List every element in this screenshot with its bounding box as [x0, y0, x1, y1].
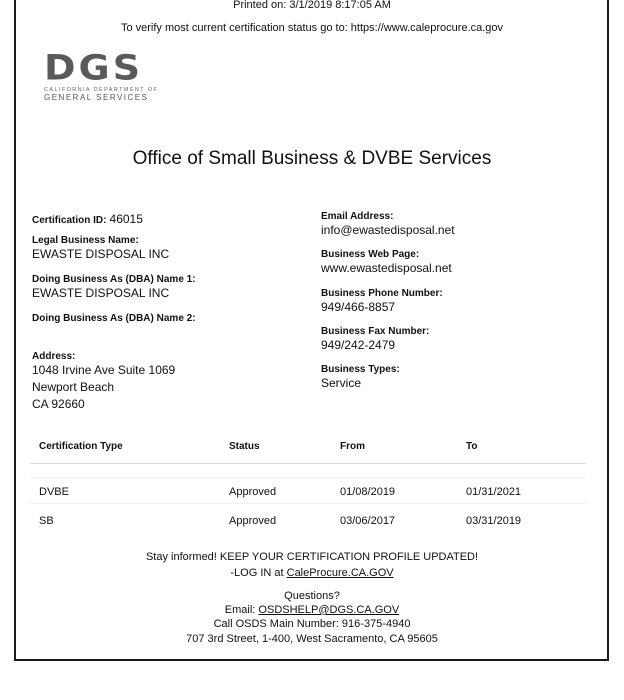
table-cell: Approved — [229, 515, 277, 527]
cert-id-field — [32, 211, 143, 228]
web-value: www.ewastedisposal.net — [321, 261, 452, 275]
types-label: Business Types: — [321, 364, 400, 375]
email-value: info@ewastedisposal.net — [321, 223, 455, 237]
logo-mark: DGS — [44, 47, 144, 88]
table-cell: 01/31/2021 — [466, 486, 522, 498]
header-to: To — [466, 441, 478, 452]
address-label: Address: — [32, 351, 76, 362]
table-divider — [30, 463, 586, 464]
printed-on: Printed on: 3/1/2019 8:17:05 AM — [233, 0, 391, 11]
logo-line2: GENERAL SERVICES — [44, 93, 149, 102]
dba2-field — [32, 313, 196, 324]
address-line3: CA 92660 — [32, 397, 85, 411]
table-cell: 03/06/2017 — [340, 515, 396, 527]
email-label: Email Address: — [321, 211, 394, 222]
stay-informed: Stay informed! KEEP YOUR CERTIFICATION PROFILE UPDATED! — [145, 551, 479, 563]
email-line — [0, 604, 624, 616]
table-cell: 01/08/2019 — [340, 486, 396, 498]
phone-label: Business Phone Number: — [321, 288, 443, 299]
web-label: Business Web Page: — [321, 249, 420, 260]
address-line2: Newport Beach — [32, 380, 115, 394]
legal-name-field — [32, 235, 169, 263]
page-title: Office of Small Business & DVBE Services — [132, 148, 492, 169]
email-prefix: Email: — [224, 604, 259, 616]
legal-name-value: EWASTE DISPOSAL INC — [32, 247, 170, 261]
questions: Questions? — [284, 590, 340, 602]
web-field — [321, 249, 452, 277]
table-cell: DVBE — [39, 486, 69, 498]
email-field — [321, 211, 455, 239]
verify-note: To verify most current certification status go to: https://www.caleprocure.ca.gov — [120, 22, 504, 34]
login-prefix: -LOG IN at — [230, 567, 287, 579]
address-field — [32, 351, 175, 413]
cert-id-value: 46015 — [109, 212, 143, 226]
cert-id-label: Certification ID: — [32, 215, 107, 226]
fax-field — [321, 326, 429, 354]
dgs-logo — [44, 47, 159, 102]
phone-field — [321, 288, 443, 316]
address-line1: 1048 Irvine Ave Suite 1069 — [32, 363, 176, 377]
fax-label: Business Fax Number: — [321, 326, 430, 337]
dba1-value: EWASTE DISPOSAL INC — [32, 286, 170, 300]
table-cell: Approved — [229, 486, 277, 498]
dba2-label: Doing Business As (DBA) Name 2: — [32, 313, 196, 324]
osds-email-link[interactable]: OSDSHELP@DGS.CA.GOV — [258, 604, 400, 616]
table-cell: 03/31/2019 — [466, 515, 522, 527]
legal-name-label: Legal Business Name: — [32, 235, 139, 246]
types-field — [321, 364, 400, 392]
header-cert-type: Certification Type — [39, 441, 123, 452]
table-divider — [30, 477, 586, 478]
address-line: 707 3rd Street, 1-400, West Sacramento, CA 95605 — [186, 633, 438, 645]
caleprocure-link[interactable]: CaleProcure.CA.GOV — [286, 567, 394, 579]
types-value: Service — [321, 376, 362, 390]
logo-line1: CALIFORNIA DEPARTMENT OF — [44, 87, 159, 93]
login-line — [0, 567, 624, 579]
header-from: From — [340, 441, 365, 452]
call-line: Call OSDS Main Number: 916-375-4940 — [213, 618, 411, 630]
table-cell: SB — [39, 515, 54, 527]
table-divider — [30, 503, 586, 504]
fax-value: 949/242-2479 — [321, 338, 396, 352]
header-status: Status — [229, 441, 260, 452]
dba1-label: Doing Business As (DBA) Name 1: — [32, 274, 196, 285]
phone-value: 949/466-8857 — [321, 300, 396, 314]
dba1-field — [32, 274, 196, 302]
